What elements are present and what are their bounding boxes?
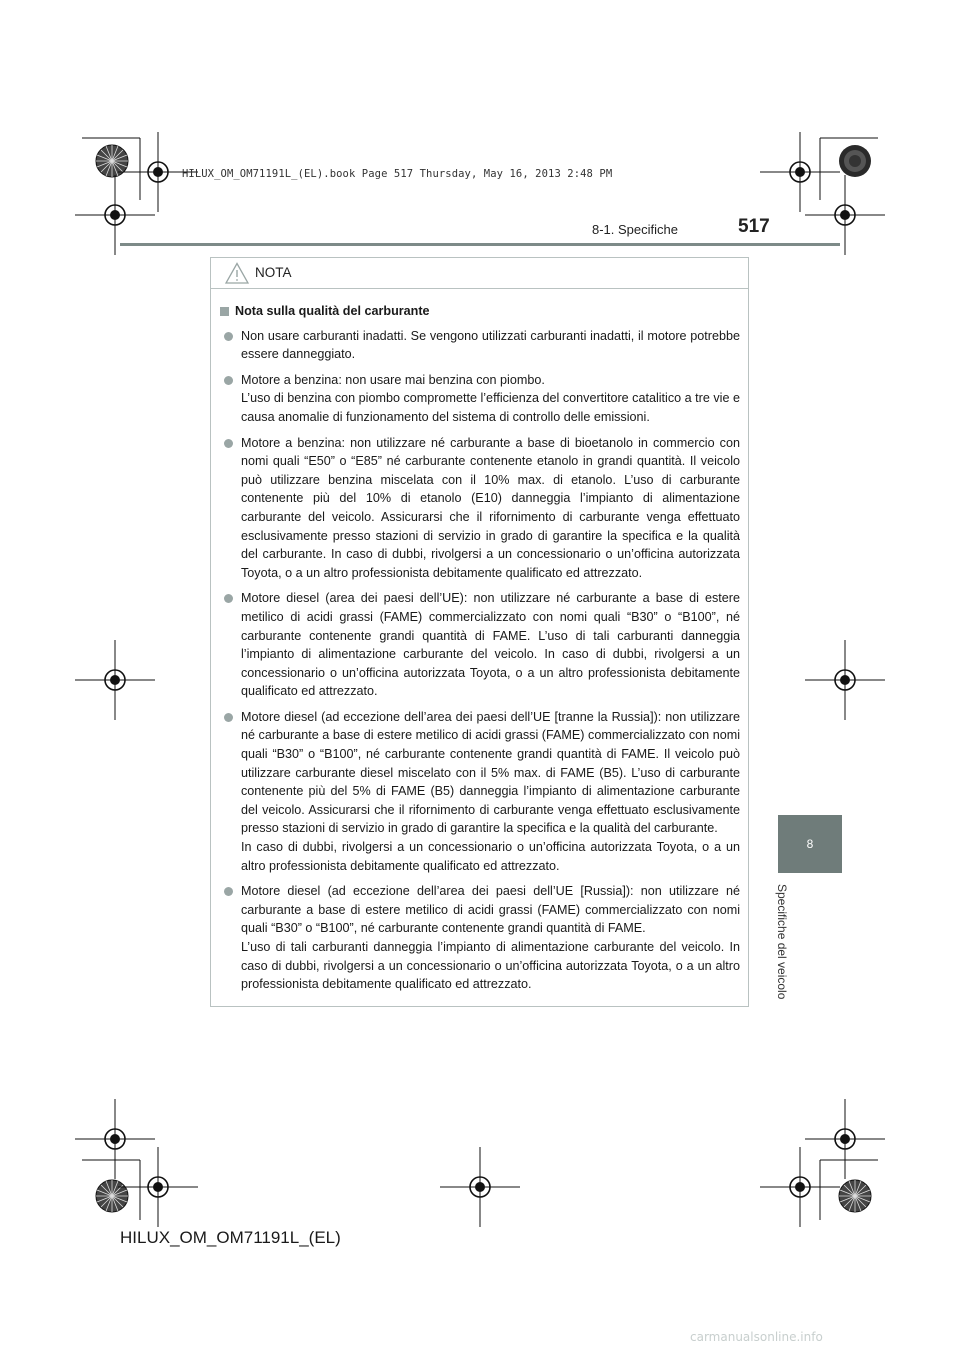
circle-bullet-icon	[224, 332, 233, 341]
list-item-text	[241, 434, 740, 583]
warning-triangle-icon	[225, 262, 249, 284]
chapter-number: 8	[806, 837, 814, 851]
list-item	[220, 327, 740, 364]
chapter-label-text: Specifiche del veicolo	[775, 884, 789, 1000]
paragraph: Motore diesel (ad eccezione dell’area dei paesi dell’UE [Russia]): non utilizzare né carburante a base di estere metilico di acidi grassi (FAME) commercializzato con nomi quali “B30” o “B100”, né carburante contenente grandi quantità di FAME.	[241, 884, 740, 936]
chapter-label	[775, 884, 805, 1014]
section-title: 8-1. Specifiche	[592, 222, 678, 237]
list-item-text	[241, 589, 740, 701]
paragraph: Motore a benzina: non usare mai benzina con piombo.	[241, 372, 545, 387]
list-item	[220, 882, 740, 994]
bullet-list	[220, 327, 740, 994]
note-subheading	[220, 302, 740, 321]
list-item-text	[241, 371, 740, 427]
square-bullet-icon	[220, 307, 229, 316]
chapter-tab[interactable]	[778, 815, 842, 873]
circle-bullet-icon	[224, 713, 233, 722]
paragraph: Motore a benzina: non utilizzare né carburante a base di bioetanolo in commercio con nomi quali “E50” o “E85” né carburante contenente etanolo in grandi quantità. Il veicolo può utilizzare benzina miscelata con il 10% max. di etanolo. L’uso di carburante contenente più del 10% di etanolo (E10) danneggia l’impianto di alimentazione carburante del veicolo. Assicurarsi che il rifornimento di carburante venga effettuato esclusivamente presso stazioni di servizio in grado di garantire la specifica e la qualità del carburante. In caso di dubbi, rivolgersi a un concessionario o un’officina autorizzata Toyota, o a un altro professionista debitamente qualificato ed attrezzato.	[241, 435, 740, 580]
list-item-text	[241, 708, 740, 875]
page-number: 517	[738, 216, 770, 237]
list-item	[220, 371, 740, 427]
list-item-text	[241, 327, 740, 364]
paragraph: Motore diesel (ad eccezione dell’area dei paesi dell’UE [tranne la Russia]): non utilizzare né carburante a base di estere metilico di acidi grassi (FAME) commercializzato con nomi quali “B30” o “B100”, né carburante contenente grandi quantità di FAME. Il veicolo può utilizzare carburante diesel miscelato con il 5% max. di FAME (B5). L’uso di carburante contenente più del 5% di FAME (B5) danneggia l’impianto di alimentazione carburante del veicolo. Assicurarsi che il rifornimento di carburante venga effettuato esclusivamente presso stazioni di servizio in grado di garantire la specifica e la qualità del carburante.	[241, 709, 740, 836]
note-body	[211, 289, 748, 994]
book-stamp: HILUX_OM_OM71191L_(EL).book Page 517 Thursday, May 16, 2013 2:48 PM	[182, 168, 613, 180]
paragraph: L’uso di tali carburanti danneggia l’impianto di alimentazione carburante del veicolo. In caso di dubbi, rivolgersi a un concessionario o un’officina autorizzata Toyota, o a un altro professionista debitamente qualificato ed attrezzato.	[241, 940, 740, 992]
paragraph: L’uso di benzina con piombo compromette l’efficienza del convertitore catalitico a tre vie e causa anomalie di funzionamento del sistema di controllo delle emissioni.	[241, 391, 740, 424]
circle-bullet-icon	[224, 376, 233, 385]
paragraph: Motore diesel (area dei paesi dell’UE): non utilizzare né carburante a base di estere metilico di acidi grassi (FAME) commercializzato con nomi quali “B30” o “B100”, né carburante contenente grandi quantità di FAME. L’uso di tali carburanti danneggia l’impianto di alimentazione carburante del veicolo. In caso di dubbi, rivolgersi a un concessionario o un’officina autorizzata Toyota, o a un altro professionista debitamente qualificato ed attrezzato.	[241, 591, 740, 699]
watermark: carmanualsonline.info	[690, 1330, 823, 1344]
note-header	[211, 258, 748, 289]
circle-bullet-icon	[224, 887, 233, 896]
header-rule	[120, 243, 840, 246]
paragraph: Non usare carburanti inadatti. Se vengono utilizzati carburanti inadatti, il motore potrebbe essere danneggiato.	[241, 328, 740, 362]
list-item-text	[241, 882, 740, 994]
note-title: NOTA	[255, 265, 292, 280]
circle-bullet-icon	[224, 594, 233, 603]
circle-bullet-icon	[224, 439, 233, 448]
paragraph: In caso di dubbi, rivolgersi a un concessionario o un’officina autorizzata Toyota, o a un altro professionista debitamente qualificato ed attrezzato.	[241, 840, 740, 873]
list-item	[220, 708, 740, 875]
list-item	[220, 589, 740, 701]
note-subheading-text: Nota sulla qualità del carburante	[235, 304, 430, 318]
footer-doc-code: HILUX_OM_OM71191L_(EL)	[120, 1228, 341, 1247]
list-item	[220, 434, 740, 583]
note-box	[210, 257, 749, 1007]
